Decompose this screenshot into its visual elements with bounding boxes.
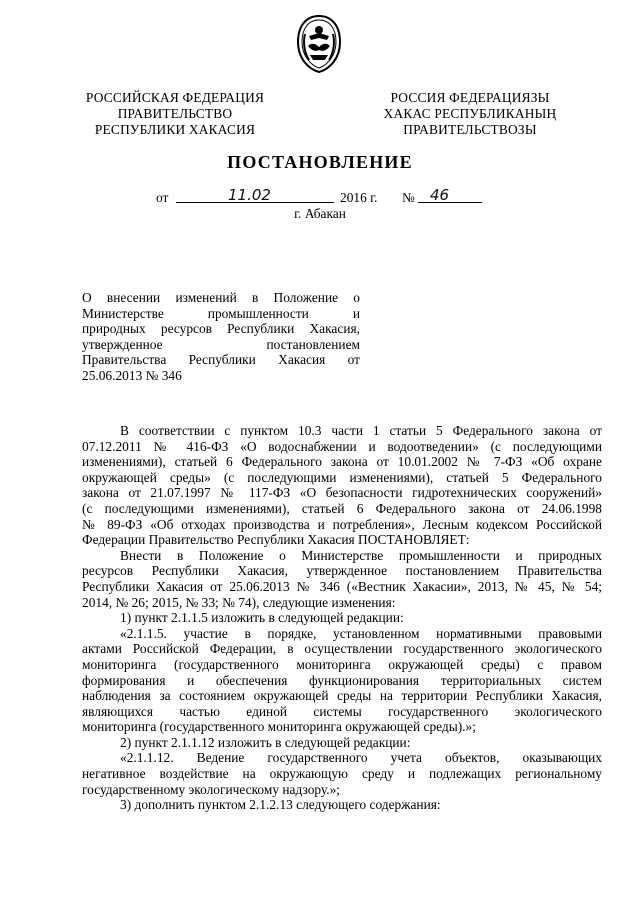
date-number-line	[152, 188, 492, 208]
header-right-line: ХАКАС РЕСПУБЛИКАНЫҢ	[383, 106, 557, 121]
from-label: от	[156, 190, 169, 205]
subject-line: Министерстве промышленности и	[82, 305, 360, 321]
body-line: 2014, № 26; 2015, № 33; № 74), следующие изменения:	[82, 594, 396, 610]
body-line: «2.1.1.5. участие в порядке, установленном нормативными правовыми	[120, 625, 602, 641]
document-body	[82, 423, 602, 813]
subject-line: 25.06.2013 № 346	[82, 367, 182, 383]
body-line: актами Российской Федерации, в осуществлении государственного экологического	[82, 641, 602, 657]
body-line: «2.1.1.12. Ведение государственного учета объектов, оказывающих	[120, 750, 602, 766]
body-line: 2) пункт 2.1.1.12 изложить в следующей редакции:	[120, 734, 411, 750]
body-line: изменениями), статьей 6 Федерального закона от 10.01.2002 № 7-ФЗ «Об охране	[82, 454, 602, 470]
header-left-line: ПРАВИТЕЛЬСТВО	[117, 106, 233, 121]
body-line: 3) дополнить пунктом 2.1.2.13 следующего содержания:	[120, 797, 441, 813]
body-line: 1) пункт 2.1.1.5 изложить в следующей редакции:	[120, 610, 404, 626]
subject-line: Правительства Республики Хакасия от	[82, 352, 360, 368]
subject-line: О внесении изменений в Положение о	[82, 290, 360, 305]
header-left-line: РЕСПУБЛИКИ ХАКАСИЯ	[94, 122, 256, 137]
body-line: негативное воздействие на окружающую среду и подлежащих региональному	[82, 766, 602, 782]
subject-line: природных ресурсов Республики Хакасия,	[82, 321, 360, 337]
body-line: формирования и обеспечения функционирования территориальных систем	[82, 672, 602, 688]
number-underline	[418, 188, 482, 203]
header-right-block	[350, 90, 590, 138]
document-title: ПОСТАНОВЛЕНИЕ	[227, 152, 413, 172]
body-line: Федерации Правительство Республики Хакасия ПОСТАНОВЛЯЕТ:	[82, 532, 470, 548]
body-line: Республики Хакасия от 25.06.2013 № 346 («Вестник Хакасии», 2013, № 45, № 54;	[82, 578, 602, 594]
body-line: наблюдения за состоянием окружающей среды на территории Республики Хакасия,	[82, 688, 602, 704]
header-right-line: ПРАВИТЕЛЬСТВОЗЫ	[403, 122, 537, 137]
header-right-line: РОССИЯ ФЕДЕРАЦИЯЗЫ	[390, 90, 550, 105]
number-label: №	[402, 190, 415, 205]
body-line: 07.12.2011 № 416-ФЗ «О водоснабжении и водоотведении» (с последующими	[82, 438, 602, 454]
body-line: мониторинга (государственного мониторинга окружающей среды).»;	[82, 719, 476, 735]
body-line: являющихся частью единой системы государственного экологического	[82, 703, 602, 719]
body-line: В соответствии с пунктом 10.3 части 1 статьи 5 Федерального закона от	[120, 423, 602, 438]
header-left-block	[70, 90, 280, 138]
body-line: государственному экологическому надзору.»;	[82, 781, 341, 797]
date-handwritten: 11.02	[228, 186, 271, 204]
body-line: ресурсов Республики Хакасия, утвержденное постановлением Правительства	[82, 563, 602, 579]
body-line: закона от 21.07.1997 № 117-ФЗ «О безопасности гидротехнических сооружений»	[82, 485, 602, 501]
body-line: (с последующими изменениями), статьей 6 Федерального закона от 24.06.1998	[82, 500, 602, 516]
header-left-line: РОССИЙСКАЯ ФЕДЕРАЦИЯ	[85, 90, 265, 105]
subject-line: утвержденное постановлением	[82, 336, 360, 352]
year-label: 2016 г.	[340, 190, 378, 205]
body-line: Внести в Положение о Министерстве промышленности и природных	[120, 547, 602, 563]
body-line: окружающей среды» (с последующими изменениями), статьей 5 Федерального	[82, 469, 602, 485]
body-line: мониторинга (государственного мониторинга окружающей среды) с правом	[82, 656, 602, 672]
coat-of-arms-emblem	[294, 14, 344, 74]
number-handwritten: 46	[430, 186, 450, 204]
city-label: г. Абакан	[294, 206, 346, 221]
body-line: № 89-ФЗ «Об отходах производства и потребления», Лесным кодексом Российской	[82, 516, 602, 532]
document-subject	[82, 290, 360, 384]
